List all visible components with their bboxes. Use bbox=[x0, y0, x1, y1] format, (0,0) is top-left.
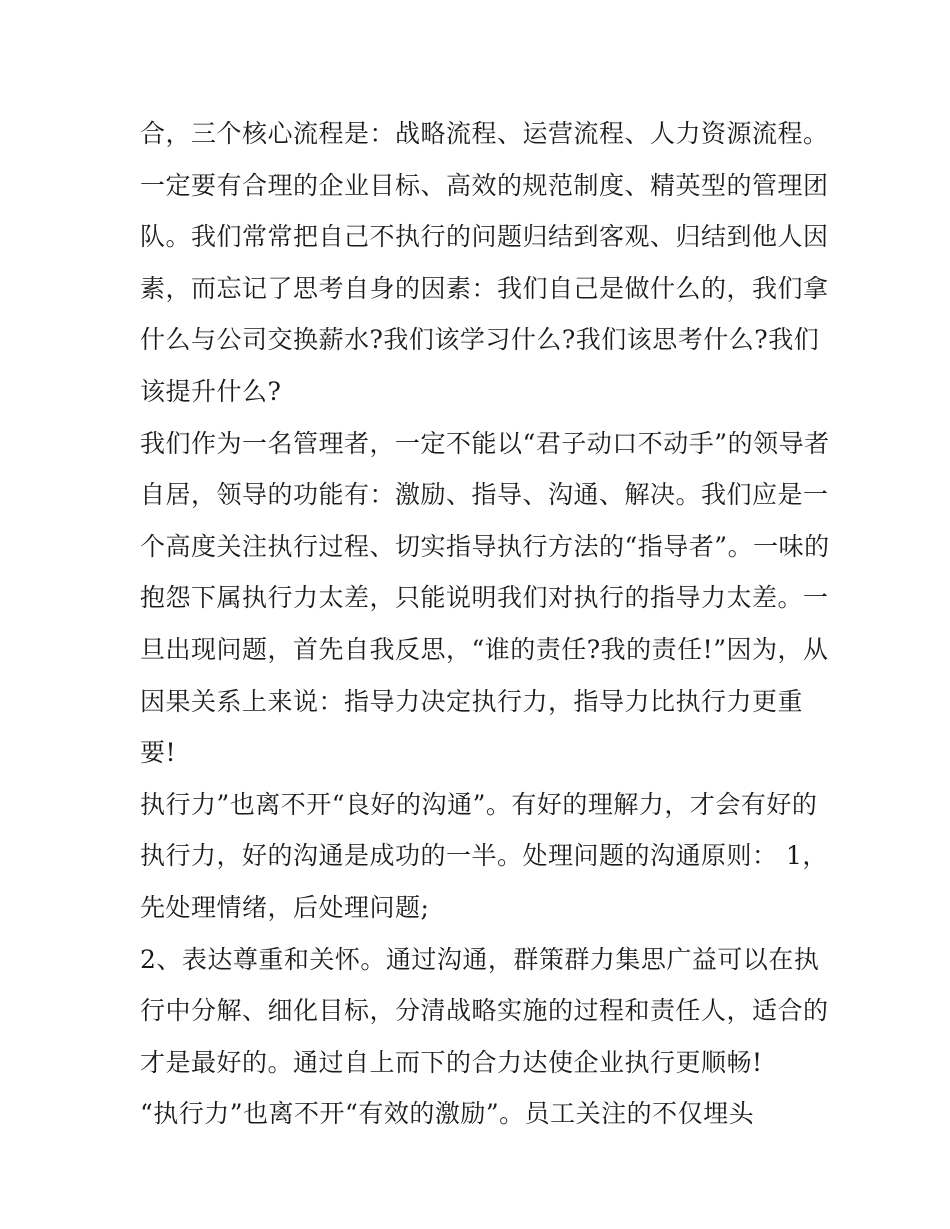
text-line: 素，而忘记了思考自身的因素：我们自己是做什么的，我们拿 bbox=[140, 273, 829, 303]
text-line: 行中分解、细化目标，分清战略实施的过程和责任人，适合的 bbox=[140, 996, 829, 1026]
text-line: 旦出现问题，首先自我反思，“谁的责任?我的责任!”因为，从 bbox=[140, 634, 829, 664]
text-line: 先处理情绪，后处理问题; bbox=[140, 892, 430, 922]
text-line: 2、表达尊重和关怀。通过沟通，群策群力集思广益可以在执 bbox=[140, 944, 820, 974]
text-line: 执行力”也离不开“良好的沟通”。有好的理解力，才会有好的 bbox=[140, 789, 818, 819]
document-body bbox=[140, 108, 830, 1140]
text-line: 个高度关注执行过程、切实指导执行方法的“指导者”。一味的 bbox=[140, 531, 830, 561]
text-line: 该提升什么? bbox=[140, 376, 282, 406]
text-line: 执行力，好的沟通是成功的一半。处理问题的沟通原则： 1， bbox=[140, 841, 828, 871]
text-line: “执行力”也离不开“有效的激励”。员工关注的不仅埋头 bbox=[140, 1099, 755, 1129]
text-line: 抱怨下属执行力太差，只能说明我们对执行的指导力太差。一 bbox=[140, 583, 829, 613]
text-line: 自居，领导的功能有：激励、指导、沟通、解决。我们应是一 bbox=[140, 480, 829, 510]
text-line: 合，三个核心流程是：战略流程、运营流程、人力资源流程。 bbox=[140, 119, 829, 148]
text-line: 队。我们常常把自己不执行的问题归结到客观、归结到他人因 bbox=[140, 222, 829, 252]
text-line: 因果关系上来说：指导力决定执行力，指导力比执行力更重 bbox=[140, 686, 804, 716]
text-line: 我们作为一名管理者，一定不能以“君子动口不动手”的领导者 bbox=[140, 428, 830, 458]
text-line: 什么与公司交换薪水?我们该学习什么?我们该思考什么?我们 bbox=[140, 325, 820, 355]
text-line: 要! bbox=[140, 738, 177, 768]
text-line: 一定要有合理的企业目标、高效的规范制度、精英型的管理团 bbox=[140, 170, 829, 200]
text-line: 才是最好的。通过自上而下的合力达使企业执行更顺畅! bbox=[140, 1047, 763, 1077]
